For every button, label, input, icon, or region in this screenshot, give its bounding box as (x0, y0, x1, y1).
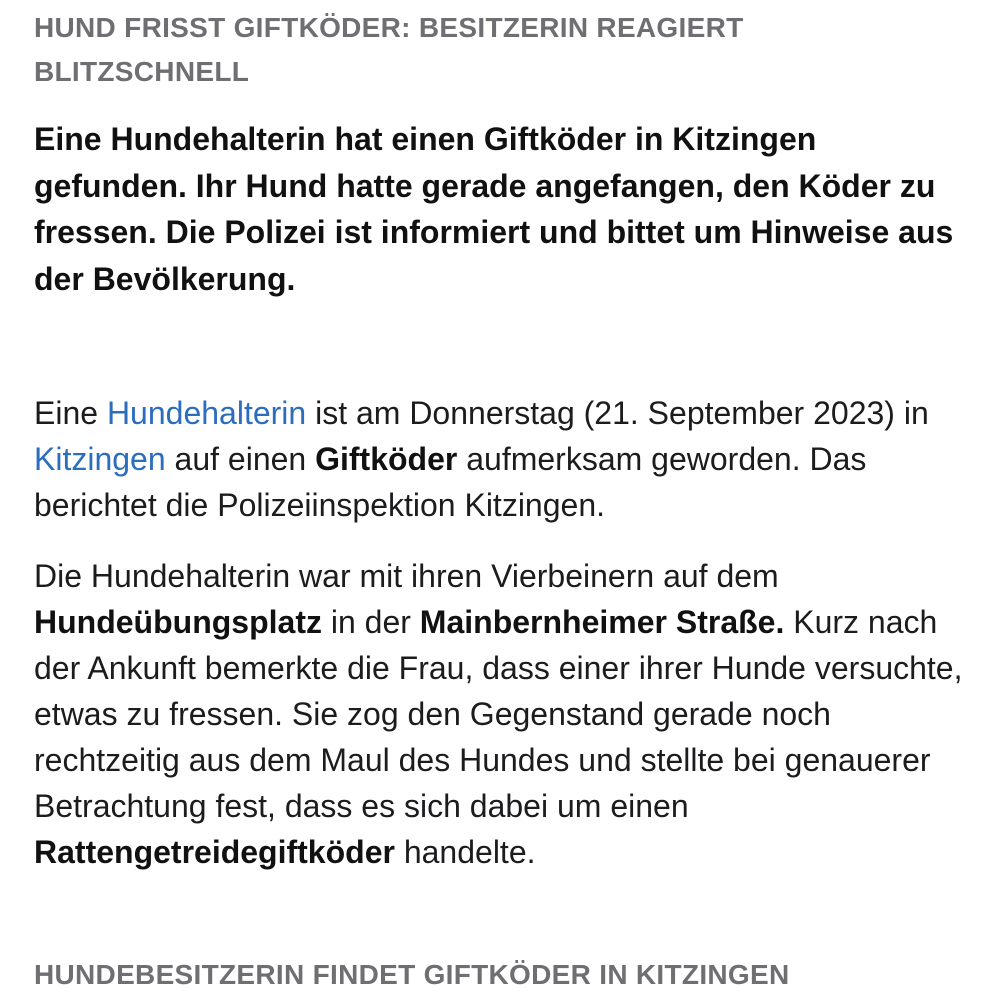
bold-hundeuebungsplatz: Hundeübungsplatz (34, 604, 322, 640)
text-run: auf einen (165, 441, 316, 477)
article-paragraph-1 (34, 390, 974, 528)
link-hundehalterin[interactable]: Hundehalterin (106, 395, 307, 431)
article (34, 0, 974, 875)
bold-giftkoeder: Giftköder (315, 441, 458, 477)
text-run: Eine (34, 395, 107, 431)
text-run: ist am Donnerstag (21. September 2023) in (306, 395, 929, 431)
text-run: in der (321, 604, 420, 640)
text-run: Die Hundehalterin war mit ihren Vierbeinern auf dem (34, 558, 779, 594)
text-run: Kurz nach der Ankunft bemerkte die Frau, dass einer ihrer Hunde versuchte, etwas zu fressen. Sie zog den Gegenstand gerade noch rechtzeitig aus dem Maul des Hundes und stellte bei genauerer Betrachtung fest, dass es sich dabei um einen (34, 604, 963, 824)
next-section-kicker: HUNDEBESITZERIN FINDET GIFTKÖDER IN KITZINGEN (34, 959, 790, 990)
section-kicker: HUND FRISST GIFTKÖDER: BESITZERIN REAGIERT BLITZSCHNELL (34, 12, 744, 87)
article-paragraph-2 (34, 553, 974, 875)
bold-strasse: Mainbernheimer Straße. (419, 604, 785, 640)
link-kitzingen[interactable]: Kitzingen (34, 441, 166, 477)
bold-rattengift: Rattengetreidegiftköder (34, 834, 395, 870)
text-run: handelte. (394, 834, 536, 870)
text-run: aufmerksam geworden. Das berichtet die Polizeiinspektion Kitzingen. (34, 441, 867, 523)
article-lead: Eine Hundehalterin hat einen Giftköder in Kitzingen gefunden. Ihr Hund hatte gerade angefangen, den Köder zu fressen. Die Polizei ist informiert und bittet um Hinweise aus der Bevölkerung. (34, 121, 954, 297)
